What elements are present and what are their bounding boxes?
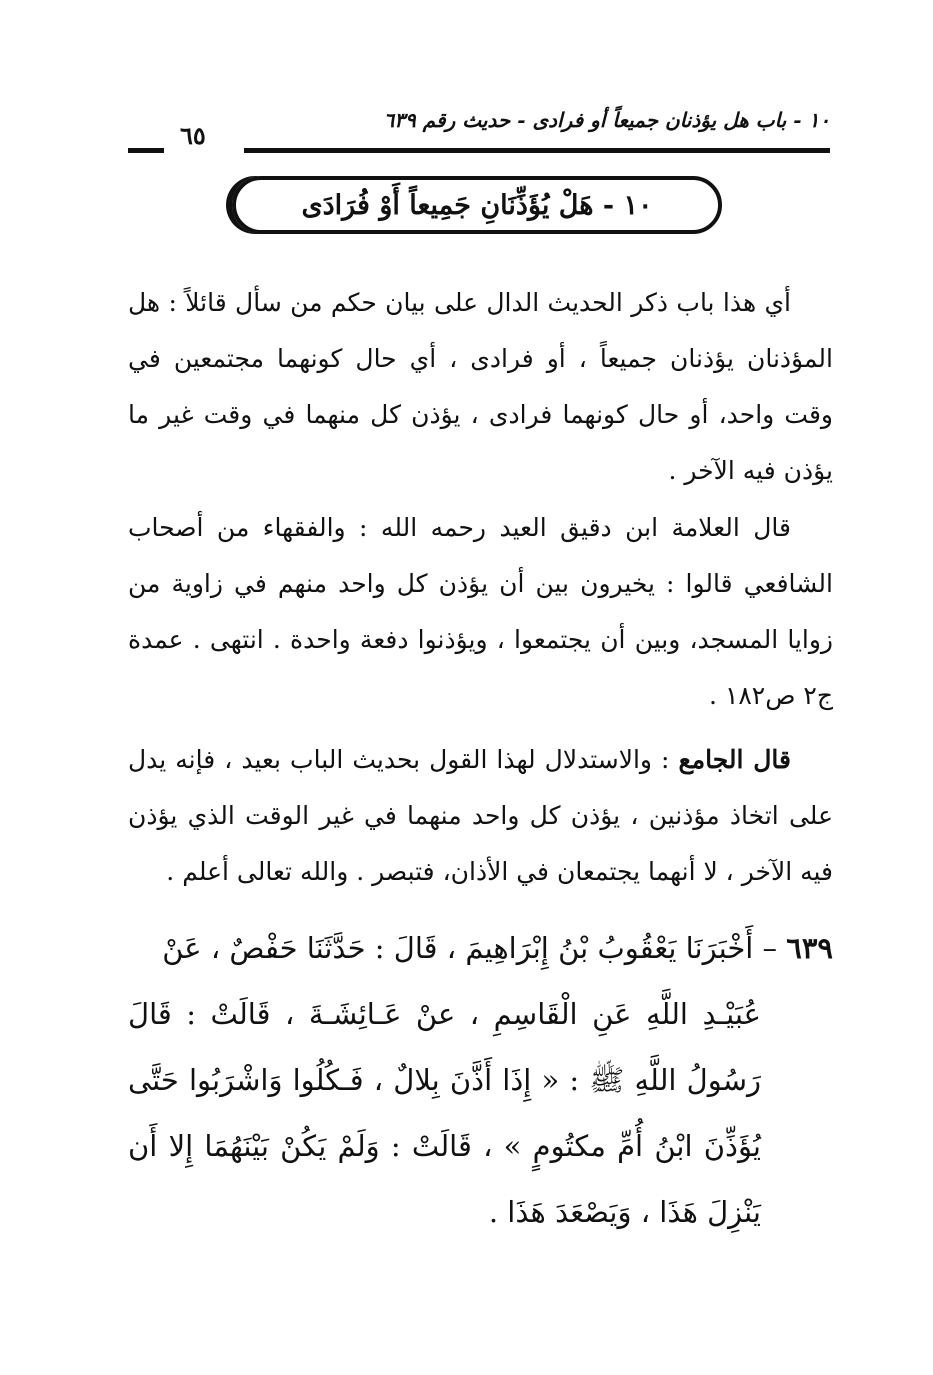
hadith-line-1: – أَخْبَرَنَا يَعْقُوبُ بْنُ إِبْرَاهِيمَ ، قَالَ : حَدَّثَنَا حَفْصٌ ، عَنْ: [162, 931, 778, 965]
jami-text: : والاستدلال لهذا القول بحديث الباب بعيد ، فإنه يدل على اتخاذ مؤذنين ، يؤذن كل واحد منهما في غير الوقت الذي يؤذن فيه الآخر ، لا أنهما يجتمعان في الأذان، فتبصر . والله تعالى أعلم .: [128, 745, 833, 886]
hadith-block: [128, 915, 833, 1245]
jami-text-block: [128, 732, 833, 900]
running-title: ١٠ - باب هل يؤذنان جميعاً أو فرادى - حديث رقم ٦٣٩: [383, 108, 830, 132]
paragraph-1: [128, 275, 833, 499]
header-rule: [244, 148, 830, 153]
header-dash: [128, 148, 164, 153]
hadith-text: عُبَيْـدِ اللَّهِ عَنِ الْقَاسِمِ ، عنْ عَـائِشَـةَ ، قَالَتْ : قَالَ رَسُولُ اللَّهِ ﷺ : « إِذَا أَذَّنَ بِلالٌ ، فَـكُلُوا وَاشْرَبُوا حَتَّى يُؤَذِّنَ ابْنُ أُمِّ مكتُومٍ » ، قَالَتْ : وَلَمْ يَكُنْ بَيْنَهُمَا إِلا أَن يَنْزِلَ هَذَا ، وَيَصْعَدَ هَذَا .: [128, 997, 761, 1229]
hadith-number: ٦٣٩: [786, 931, 833, 965]
chapter-heading-box: [232, 176, 722, 234]
jami-label: قال الجامع: [678, 745, 791, 774]
paragraph-text: قال العلامة ابن دقيق العيد رحمه الله : والفقهاء من أصحاب الشافعي قالوا : يخيرون بين أن يؤذن كل واحد منهم في زاوية من زوايا المسجد، وبين أن يجتمعوا ، ويؤذنوا دفعة واحدة . انتهى . عمدة ج٢ ص١٨٢ .: [128, 513, 833, 710]
paragraph-2: [128, 500, 833, 724]
running-header: [128, 106, 830, 156]
page-number: ٦٥: [180, 121, 206, 150]
chapter-title: ١٠ - هَلْ يُؤَذِّنَانِ جَمِيعاً أَوْ فُرَادَى: [301, 190, 653, 221]
paragraph-text: أي هذا باب ذكر الحديث الدال على بيان حكم من سأل قائلاً : هل المؤذنان يؤذنان جميعاً ، أو فرادى ، أي حال كونهما مجتمعين في وقت واحد، أو حال كونهما فرادى ، يؤذن كل منهما في وقت غير ما يؤذن فيه الآخر .: [128, 288, 833, 485]
jami-paragraph: [128, 732, 833, 900]
hadith-first-line: [128, 915, 833, 981]
